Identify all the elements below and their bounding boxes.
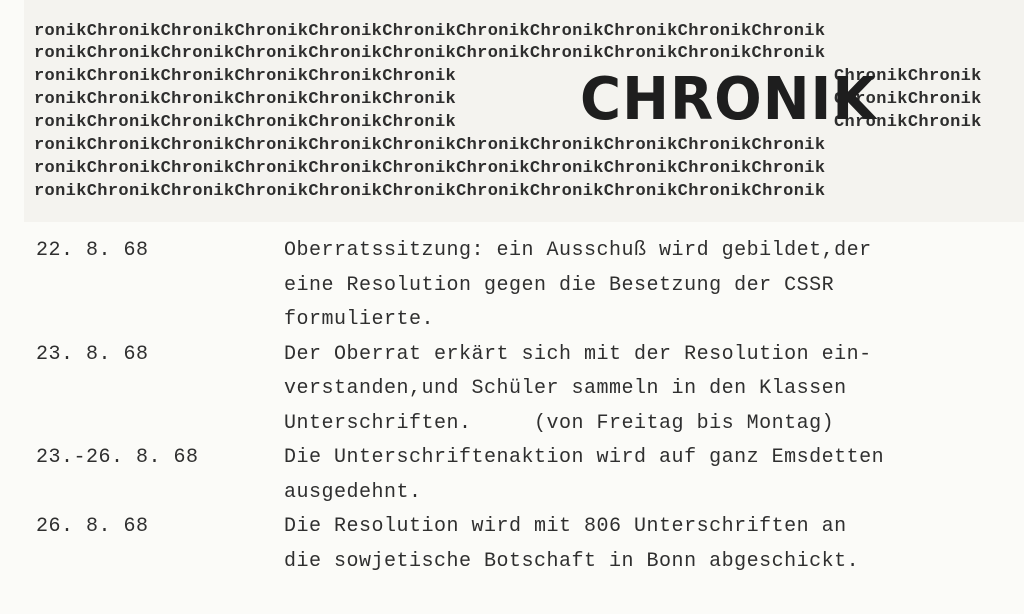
chronicle-entry (36, 234, 1006, 338)
entry-line: Die Unterschriftenaktion wird auf ganz Emsdetten (284, 446, 885, 469)
banner-row: ronikChronikChronikChronikChronikChronikChronikChronikChronikChronikChronik (34, 22, 826, 41)
banner-row-right: ChronikChronik (834, 90, 982, 109)
banner-row: ronikChronikChronikChronikChronikChronik (34, 67, 457, 86)
chronik-logo: CHRONIK (580, 65, 877, 134)
entry-line: Der Oberrat erkärt sich mit der Resolution ein- (284, 342, 872, 366)
chronicle-entry (36, 510, 1006, 579)
entry-line: verstanden,und Schüler sammeln in den Klassen (284, 377, 847, 400)
entry-date: 22. 8. 68 (36, 239, 149, 262)
banner-row: ronikChronikChronikChronikChronikChronikChronikChronikChronikChronikChronik (34, 159, 826, 178)
entry-date: 23. 8. 68 (36, 342, 149, 366)
entry-line: die sowjetische Botschaft in Bonn abgeschickt. (284, 549, 860, 573)
banner-row: ronikChronikChronikChronikChronikChronikChronikChronikChronikChronikChronik (34, 136, 826, 155)
banner-row: ronikChronikChronikChronikChronikChronikChronikChronikChronikChronikChronik (34, 44, 826, 63)
chronicle-entries (36, 234, 1006, 579)
banner-row: ronikChronikChronikChronikChronikChronikChronikChronikChronikChronikChronik (34, 182, 826, 201)
entry-text (284, 510, 1006, 579)
entry-date: 26. 8. 68 (36, 515, 149, 538)
chronik-banner (24, 0, 1024, 222)
entry-text (284, 234, 1006, 338)
entry-line: Unterschriften. (von Freitag bis Montag) (284, 411, 835, 435)
entry-text (284, 441, 1006, 510)
entry-line: Oberratssitzung: ein Ausschuß wird gebildet,der (284, 239, 872, 262)
banner-row-right: ChronikChronik (834, 67, 982, 86)
banner-row: ronikChronikChronikChronikChronikChronik (34, 90, 457, 109)
entry-text (284, 338, 1006, 442)
entry-line: eine Resolution gegen die Besetzung der CSSR (284, 273, 835, 297)
entry-date: 23.-26. 8. 68 (36, 446, 199, 469)
banner-row-right: ChronikChronik (834, 113, 982, 132)
chronicle-entry (36, 441, 1006, 510)
entry-line: formulierte. (284, 308, 435, 331)
entry-line: Die Resolution wird mit 806 Unterschriften an (284, 515, 847, 538)
banner-row: ronikChronikChronikChronikChronikChronik (34, 113, 457, 132)
entry-line: ausgedehnt. (284, 480, 422, 504)
chronicle-entry (36, 338, 1006, 442)
